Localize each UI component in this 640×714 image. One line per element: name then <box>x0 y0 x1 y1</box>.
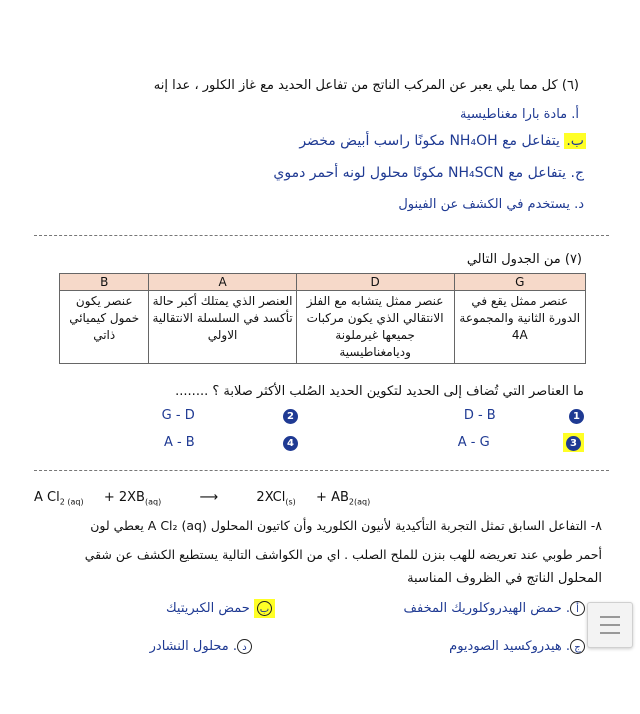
q7-option-2 <box>162 408 298 424</box>
option-d-mark: د <box>237 639 252 654</box>
reaction-equation <box>34 490 370 507</box>
option-b-mark: ب <box>257 601 272 616</box>
table-cell: عنصر ممثل يقع في الدورة الثانية والمجموعة 4A <box>454 291 586 364</box>
q8-line-3: المحلول الناتج في الظروف المناسبة <box>407 571 602 586</box>
option-b-highlight <box>254 599 275 618</box>
option-c-text: هيدروكسيد الصوديوم <box>449 639 562 654</box>
q8-option-b <box>166 601 275 616</box>
q6-option-d: د. يستخدم في الكشف عن الفينول <box>398 197 584 212</box>
eq-reactant-2: + 2XB <box>103 490 145 505</box>
option-1-badge: 1 <box>569 409 584 424</box>
q7-option-4 <box>164 435 298 451</box>
eq-product-1: 2XCl <box>256 490 286 505</box>
q8-line-1: ٨- التفاعل السابق تمثل التجربة التأكيدية لأنيون الكلوريد وأن كاتيون المحلول A Cl₂ (aq) يعطي لون <box>90 518 602 533</box>
table-header: D <box>296 274 454 291</box>
option-2-text: G - D <box>161 408 195 423</box>
eq-product-2: + AB <box>316 490 349 505</box>
table-header: B <box>60 274 149 291</box>
option-3-badge: 3 <box>566 436 581 451</box>
option-c-mark: ج <box>570 639 585 654</box>
option-4-text: A - B <box>163 435 195 450</box>
eq-reactant-2-sub: (aq) <box>144 497 162 507</box>
eq-reactant-1: A Cl <box>34 490 60 505</box>
q8-option-d: د. محلول النشادر <box>150 639 252 654</box>
eq-arrow: ⟶ <box>199 490 219 505</box>
divider-1 <box>34 235 609 236</box>
option-3-text: A - G <box>457 435 490 450</box>
q6-option-b <box>299 133 586 149</box>
table-header-row <box>60 274 586 291</box>
table-cell: العنصر الذي يمتلك أكبر حالة تأكسد في السلسلة الانتقالية الاولي <box>149 291 296 364</box>
option-1-text: D - B <box>463 408 496 423</box>
hamburger-menu-icon <box>600 616 620 618</box>
divider-2 <box>34 470 609 471</box>
q8-option-c: ج. هيدروكسيد الصوديوم <box>449 639 585 654</box>
table-header: A <box>149 274 296 291</box>
q6-option-b-text: يتفاعل مع NH₄OH مكونًا راسب أبيض مخضر <box>299 133 560 149</box>
eq-reactant-1-sub: 2 (aq) <box>59 497 84 507</box>
q6-stem: (٦) كل مما يلي يعبر عن المركب الناتج من تفاعل الحديد مع غاز الكلور ، عدا إنه <box>153 78 579 93</box>
table-cell: عنصر يكون خمول كيميائي ذاتي <box>60 291 149 364</box>
option-a-text: حمض الهيدروكلوريك المخفف <box>403 601 562 616</box>
q7-stem: (٧) من الجدول التالي <box>466 252 582 267</box>
q6-option-a: أ. مادة بارا مغناطيسية <box>459 107 579 122</box>
table-cell: عنصر ممثل يتشابه مع الفلز الانتقالي الذي يكون مركبات جميعها غيرملونة وديامغناطيسية <box>296 291 454 364</box>
eq-product-1-sub: (s) <box>285 497 296 507</box>
hamburger-menu-icon <box>600 624 620 626</box>
q6-option-b-marker: ب. <box>566 133 584 149</box>
elements-table <box>59 273 586 364</box>
q8-line-2: أحمر طوبي عند تعريضه للهب بنزن للملح الصلب . اي من الكواشف التالية يستطيع الكشف عن شقي <box>84 547 602 562</box>
table-header: G <box>454 274 586 291</box>
q7-question: ما العناصر التي تُضاف إلى الحديد لتكوين الحديد الصُلب الأكثر صلابة ؟ ........ <box>175 384 584 399</box>
eq-product-2-sub: 2(aq) <box>348 497 371 507</box>
option-4-badge: 4 <box>283 436 298 451</box>
option-2-badge: 2 <box>283 409 298 424</box>
q7-option-1 <box>464 408 584 424</box>
table-row <box>60 291 586 364</box>
option-3-highlight <box>563 433 584 452</box>
option-d-text: محلول النشادر <box>149 639 229 654</box>
q6-option-c: ج. يتفاعل مع NH₄SCN مكونًا محلول لونه أحمر دموي <box>273 165 584 181</box>
option-a-mark: أ <box>570 601 585 616</box>
option-b-text: حمض الكبريتيك <box>165 601 250 616</box>
q8-option-a: أ. حمض الهيدروكلوريك المخفف <box>404 601 585 616</box>
hamburger-menu-icon <box>600 632 620 634</box>
menu-button[interactable] <box>587 602 633 648</box>
q7-option-3 <box>458 435 584 451</box>
